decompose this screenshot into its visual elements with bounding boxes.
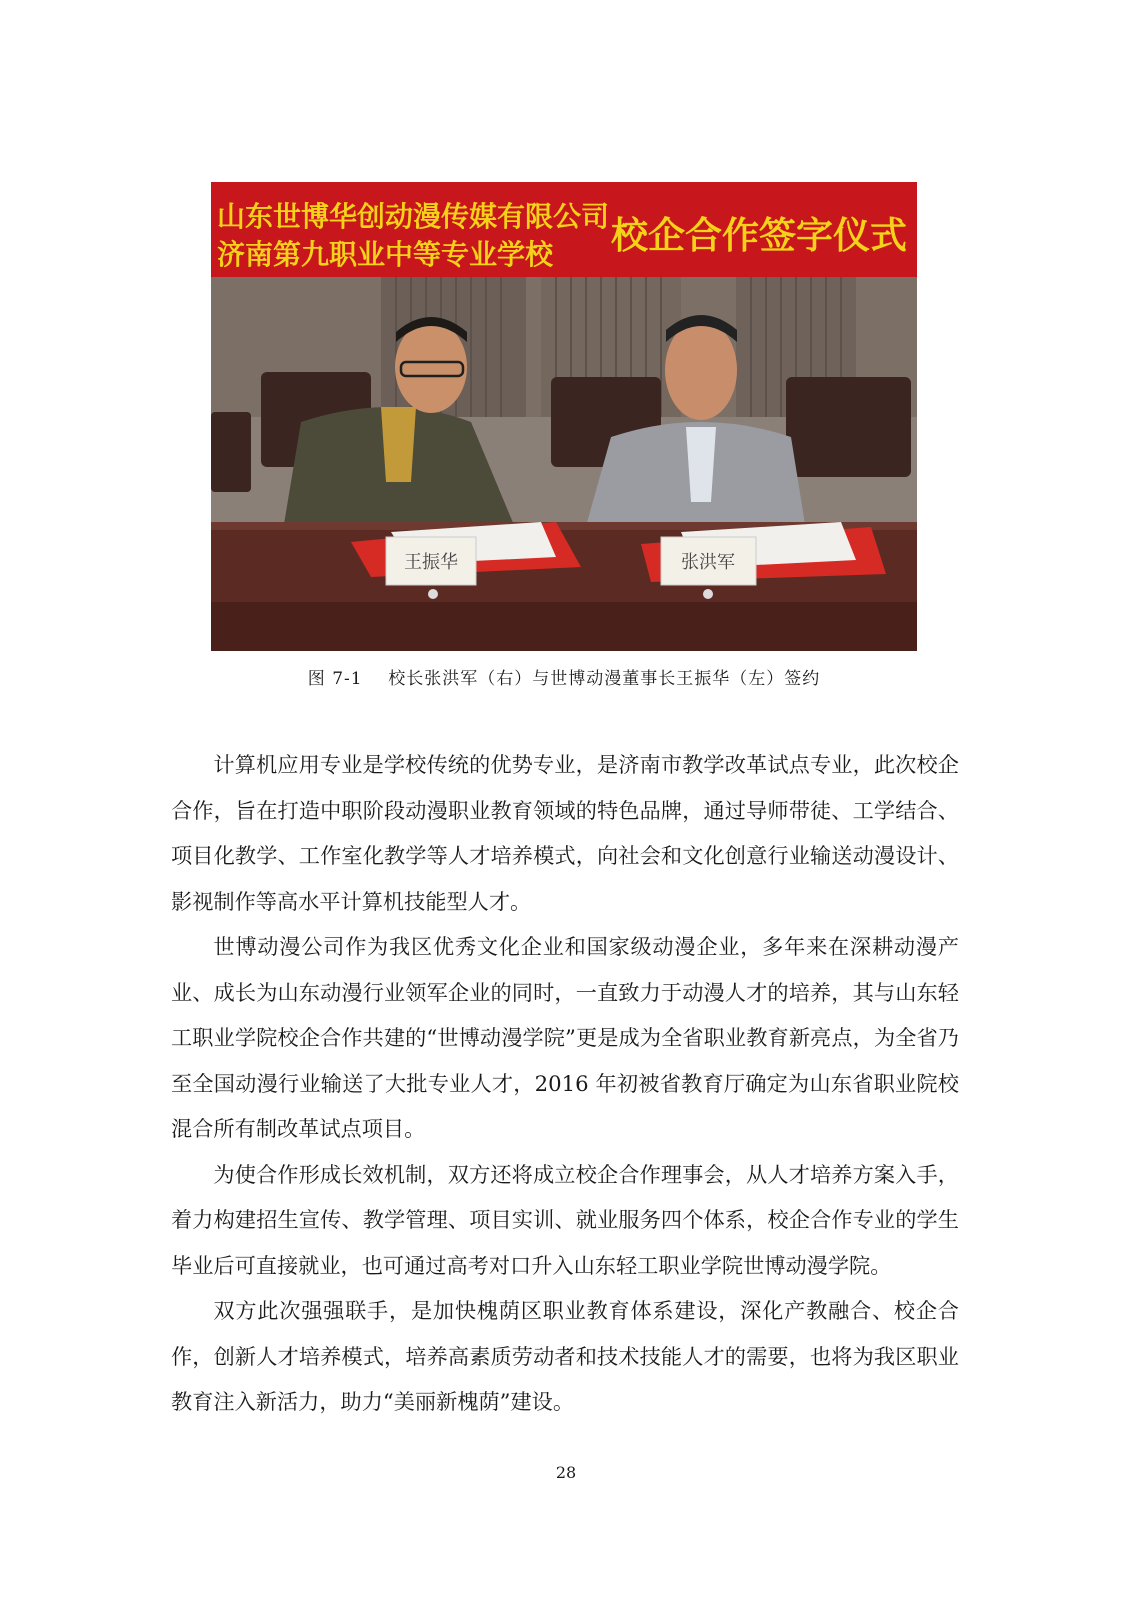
banner-title: 校企合作签字仪式 [611, 214, 907, 257]
figure-label: 图 7-1 [307, 669, 363, 689]
banner-line-2: 济南第九职业中等专业学校 [217, 238, 554, 271]
body-text [171, 742, 959, 1425]
signing-ceremony-photo [211, 182, 917, 651]
paragraph: 计算机应用专业是学校传统的优势专业，是济南市教学改革试点专业，此次校企合作，旨在打造中职阶段动漫职业教育领域的特色品牌，通过导师带徒、工学结合、项目化教学、工作室化教学等人才培养模式，向社会和文化创意行业输送动漫设计、影视制作等高水平计算机技能型人才。 [171, 752, 959, 914]
red-banner [211, 182, 917, 277]
figure-caption-text: 校长张洪军（右）与世博动漫董事长王振华（左）签约 [388, 669, 821, 689]
paragraph: 为使合作形成长效机制，双方还将成立校企合作理事会，从人才培养方案入手，着力构建招生宣传、教学管理、项目实训、就业服务四个体系，校企合作专业的学生毕业后可直接就业，也可通过高考对口升入山东轻工职业学院世博动漫学院。 [171, 1161, 959, 1278]
nameplate-right: 张洪军 [681, 552, 735, 573]
paragraph: 双方此次强强联手，是加快槐荫区职业教育体系建设，深化产教融合、校企合作，创新人才培养模式，培养高素质劳动者和技术技能人才的需要，也将为我区职业教育注入新活力，助力“美丽新槐荫”建设。 [171, 1298, 959, 1414]
page-number: 28 [555, 1463, 577, 1482]
banner-line-1: 山东世博华创动漫传媒有限公司 [217, 200, 610, 233]
paragraph: 世博动漫公司作为我区优秀文化企业和国家级动漫企业，多年来在深耕动漫产业、成长为山东动漫行业领军企业的同时，一直致力于动漫人才的培养，其与山东轻工职业学院校企合作共建的“世博动漫学院”更是成为全省职业教育新亮点，为全省乃至全国动漫行业输送了大批专业人才，2016 年初被省教育厅确定为山东省职业院校混合所有制改革试点项目。 [171, 934, 959, 1141]
figure-caption [211, 664, 917, 689]
nameplate-left: 王振华 [404, 552, 458, 573]
